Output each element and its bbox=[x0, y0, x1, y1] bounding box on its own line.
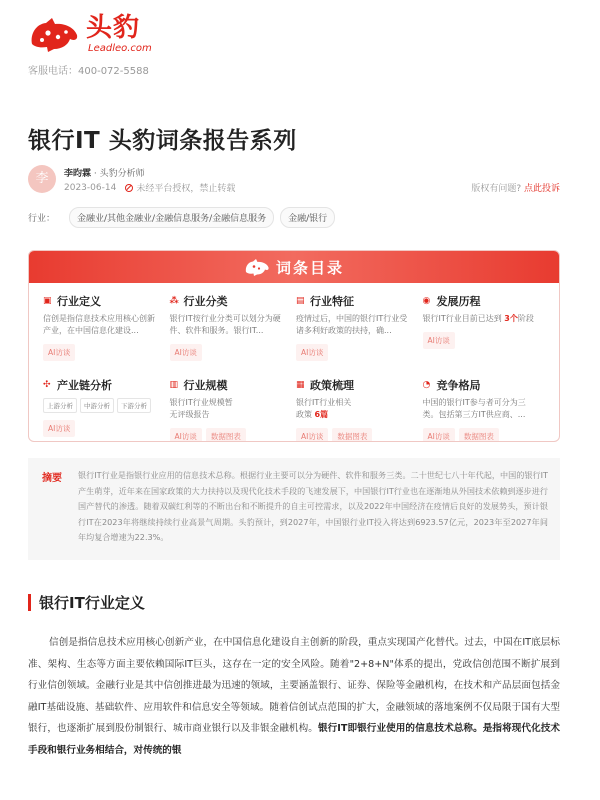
feature-icon: ▤ bbox=[296, 295, 305, 306]
abstract-box bbox=[28, 458, 560, 560]
classify-icon: ⁂ bbox=[169, 295, 179, 306]
industry-tag[interactable]: 金融业/其他金融业/金融信息服务/金融信息服务 bbox=[69, 207, 274, 228]
author-info bbox=[28, 165, 568, 195]
toc-item-scale[interactable] bbox=[170, 377, 297, 442]
downstream-chip[interactable]: 下游分析 bbox=[117, 398, 151, 413]
logo-text-cn: 头豹 bbox=[86, 12, 141, 43]
toc-item-desc: 中国的银行IT参与者可分为三类。包括第三方IT供应商、... bbox=[422, 398, 526, 419]
data-chart-chip[interactable]: 数据图表 bbox=[332, 428, 372, 442]
report-prefix: 版权有问题? bbox=[471, 184, 522, 194]
paragraph-bold-text: 银行IT即银行业使用的信息技术总称。是指将现代化技术手段和银行业务相结合，对传统的银 bbox=[28, 723, 560, 756]
report-link[interactable]: 点此投诉 bbox=[523, 184, 560, 194]
toc-desc-text: 银行IT行业目前已达到 bbox=[422, 314, 505, 323]
author-role: · 头豹分析师 bbox=[93, 169, 145, 179]
toc-item-title: 竞争格局 bbox=[436, 379, 481, 392]
scale-icon: ▥ bbox=[169, 379, 179, 390]
ai-interview-chip[interactable]: AI访谈 bbox=[43, 344, 75, 361]
publish-date: 2023-06-14 bbox=[64, 182, 117, 193]
chain-icon: ✣ bbox=[43, 379, 51, 390]
toc-item-desc: 银行IT按行业分类可以划分为硬件、软件和服务。银行IT... bbox=[169, 314, 281, 335]
avatar: 李 bbox=[28, 165, 56, 193]
toc-desc-text: 银行IT行业相关政策 bbox=[296, 398, 352, 419]
industry-tag[interactable]: 金融/银行 bbox=[280, 207, 335, 228]
toc-item-title: 行业分类 bbox=[183, 295, 228, 308]
abstract-text: 银行IT行业是指银行业应用的信息技术总称。根据行业主要可以分为硬件、软件和服务三类。二十世纪七八十年代起，中国的银行IT产生萌芽，近年来在国家政策的大力扶持以及现代化技术手段的飞速发展下，中国银行IT行业也在逐渐地从外国技术依赖到逐步进行国产替代的渗透。随着双碳红利等的不断出台和不断提升的自主可控需求，以及2022年中国经济在疫情后良好的发展势头，预计银行IT在2023年将继续持续行业高景气周期。头豹预计，到2027年，中国银行业IT投入将达到6923.57亿元，2023年至2027年间年均复合增速为22.3%。 bbox=[78, 470, 548, 542]
ai-interview-chip[interactable]: AI访谈 bbox=[43, 420, 75, 437]
section-heading bbox=[28, 592, 145, 613]
toc-item-title: 政策梳理 bbox=[310, 379, 354, 392]
toc-title: 词条目录 bbox=[275, 258, 344, 277]
reprint-notice: 未经平台授权，禁止转载 bbox=[136, 184, 236, 194]
ai-interview-chip[interactable]: AI访谈 bbox=[170, 344, 202, 361]
toc-item-title: 行业定义 bbox=[57, 295, 101, 308]
leopard-logo-icon bbox=[28, 14, 80, 54]
toc-item-desc: 信创是指信息技术应用核心创新产业，在中国信息化建设... bbox=[43, 314, 155, 335]
toc-item-chain[interactable] bbox=[43, 377, 170, 442]
definition-paragraph bbox=[28, 632, 560, 762]
toc-item-history[interactable] bbox=[423, 293, 550, 377]
paragraph-text: 信创是指信息技术应用核心创新产业，在中国信息化建设自主创新的阶段，重点实现国产化替代。过去，中国在IT底层标准、架构、生态等方面主要依赖国际IT巨头，这存在一定的安全风险。随着"2+8+N"体系的提出，党政信创范围不断扩展到行业信创领域。金融行业是其中信创推进最为迅速的领域，主要涵盖银行、证券、保险等金融机构，在技术和产品层面包括金融IT基础设施、基础软件、应用软件和信息安全等领域。随着信创试点范围的扩大，金融领域的落地案例不仅局限于国有大型银行，也逐渐扩展到股份制银行、城市商业银行以及非银金融机构。 bbox=[28, 637, 560, 735]
contact-phone: 客服电话：400-072-5588 bbox=[28, 66, 149, 77]
ai-interview-chip[interactable]: AI访谈 bbox=[423, 332, 455, 349]
copyright-report bbox=[471, 181, 560, 194]
toc-item-competition[interactable] bbox=[423, 377, 550, 442]
toc-item-definition[interactable] bbox=[43, 293, 170, 377]
upstream-chip[interactable]: 上游分析 bbox=[43, 398, 77, 413]
ai-interview-chip[interactable]: AI访谈 bbox=[170, 428, 202, 442]
toc-item-title: 发展历程 bbox=[436, 295, 481, 308]
toc-desc-text: 阶段 bbox=[517, 314, 534, 323]
page-title: 银行IT 头豹词条报告系列 bbox=[28, 128, 297, 154]
competition-icon: ◔ bbox=[422, 379, 431, 390]
data-chart-chip[interactable]: 数据图表 bbox=[206, 428, 246, 442]
ai-interview-chip[interactable]: AI访谈 bbox=[296, 428, 328, 442]
industry-tags bbox=[28, 207, 335, 228]
toc-item-feature[interactable] bbox=[296, 293, 423, 377]
toc-panel bbox=[28, 250, 560, 442]
site-header bbox=[28, 14, 208, 86]
industry-label: 行业： bbox=[28, 214, 56, 224]
logo-text-en[interactable]: Leadleo.com bbox=[88, 42, 152, 54]
toc-item-desc: 银行IT行业规模暂无评级报告 bbox=[169, 398, 233, 419]
ai-interview-chip[interactable]: AI访谈 bbox=[423, 428, 455, 442]
ai-interview-chip[interactable]: AI访谈 bbox=[296, 344, 328, 361]
toc-item-desc bbox=[296, 397, 356, 421]
toc-item-desc bbox=[423, 313, 535, 325]
definition-icon: ▣ bbox=[43, 295, 52, 306]
stage-count: 3个 bbox=[504, 314, 518, 323]
section-accent-bar bbox=[28, 594, 31, 611]
abstract-label: 摘要 bbox=[42, 473, 62, 484]
data-chart-chip[interactable]: 数据图表 bbox=[459, 428, 499, 442]
section-title: 银行IT行业定义 bbox=[39, 594, 145, 612]
toc-item-desc: 疫情过后，中国的银行IT行业受诸多利好政策的扶持，确... bbox=[296, 314, 408, 335]
midstream-chip[interactable]: 中游分析 bbox=[80, 398, 114, 413]
policy-icon: ▦ bbox=[296, 379, 305, 390]
logo[interactable] bbox=[28, 14, 208, 54]
toc-item-title: 行业规模 bbox=[183, 379, 228, 392]
toc-item-title: 产业链分析 bbox=[57, 379, 112, 392]
leopard-icon bbox=[244, 257, 270, 277]
toc-item-title: 行业特征 bbox=[310, 295, 354, 308]
policy-count: 6篇 bbox=[314, 410, 329, 419]
history-icon: ◉ bbox=[422, 295, 431, 306]
author-name[interactable]: 李昀霖 bbox=[64, 169, 92, 179]
toc-banner bbox=[29, 251, 559, 283]
toc-item-policy[interactable] bbox=[296, 377, 423, 442]
no-reprint-icon bbox=[125, 184, 133, 192]
toc-item-classification[interactable] bbox=[170, 293, 297, 377]
